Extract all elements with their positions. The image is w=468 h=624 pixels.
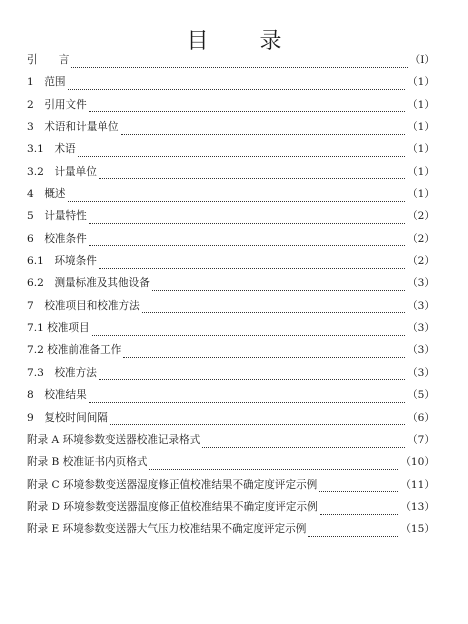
toc-entry-label: 附录 A 环境参数变送器校准记录格式 [27, 433, 201, 446]
toc-entry-page: （2） [407, 232, 435, 245]
toc-leader-dots [68, 81, 406, 90]
toc-entry-page: （13） [400, 500, 435, 513]
toc-entry[interactable] [27, 49, 435, 71]
toc-leader-dots [89, 215, 405, 224]
toc-entry-label: 6 校准条件 [27, 232, 87, 245]
toc-entry-label: 7.3 校准方法 [27, 366, 97, 379]
toc-leader-dots [78, 148, 405, 157]
toc-leader-dots [152, 282, 405, 291]
page-title: 目 录 [186, 29, 304, 54]
toc-entry-page: （15） [400, 523, 435, 536]
toc-entry-page: （3） [407, 277, 435, 290]
toc-entry[interactable] [27, 272, 435, 294]
toc-leader-dots [71, 59, 407, 68]
toc-entry-label: 附录 B 校准证书内页格式 [27, 456, 148, 469]
toc-entry[interactable] [27, 161, 435, 183]
toc-leader-dots [99, 170, 405, 179]
toc-entry-label: 3.2 计量单位 [27, 165, 97, 178]
toc-entry-label: 3.1 术语 [27, 143, 76, 156]
toc-entry[interactable] [27, 317, 435, 339]
toc-entry[interactable] [27, 496, 435, 518]
toc-entry-page: （3） [407, 299, 435, 312]
toc-entry[interactable] [27, 250, 435, 272]
toc-leader-dots [99, 260, 405, 269]
toc-entry-page: （1） [407, 143, 435, 156]
toc-entry-page: （2） [407, 210, 435, 223]
toc-entry-label: 6.2 测量标准及其他设备 [27, 277, 150, 290]
toc-entry[interactable] [27, 295, 435, 317]
toc-entry-label: 附录 E 环境参数变送器大气压力校准结果不确定度评定示例 [27, 523, 307, 536]
toc-entry[interactable] [27, 205, 435, 227]
toc-entry-label: 5 计量特性 [27, 210, 87, 223]
toc-entry-page: （10） [400, 456, 435, 469]
toc-entry-label: 7.2 校准前准备工作 [27, 344, 122, 357]
toc-entry[interactable] [27, 518, 435, 540]
toc-entry-label: 附录 D 环境参数变送器温度修正值校准结果不确定度评定示例 [27, 500, 318, 513]
toc-entry[interactable] [27, 138, 435, 160]
toc-entry-label: 7 校准项目和校准方法 [27, 299, 140, 312]
toc-leader-dots [149, 461, 398, 470]
toc-leader-dots [142, 304, 405, 313]
toc-entry[interactable] [27, 384, 435, 406]
toc-leader-dots [308, 528, 398, 537]
toc-leader-dots [89, 237, 405, 246]
toc-entry-label: 6.1 环境条件 [27, 255, 97, 268]
toc-entry-label: 4 概述 [27, 188, 66, 201]
toc-entry-label: 8 校准结果 [27, 389, 87, 402]
toc-leader-dots [92, 327, 405, 336]
toc-entry-page: （6） [407, 411, 435, 424]
toc-entry-page: （1） [407, 98, 435, 111]
toc-entry-page: （1） [407, 121, 435, 134]
toc-entry[interactable] [27, 116, 435, 138]
toc-leader-dots [99, 371, 405, 380]
toc-leader-dots [121, 126, 406, 135]
toc-entry[interactable] [27, 228, 435, 250]
toc-entry-label: 附录 C 环境参数变送器湿度修正值校准结果不确定度评定示例 [27, 478, 318, 491]
toc-entry-label: 7.1 校准项目 [27, 322, 90, 335]
toc-entry[interactable] [27, 429, 435, 451]
toc-leader-dots [320, 506, 399, 515]
toc-entry-page: （1） [407, 76, 435, 89]
toc-leader-dots [89, 394, 405, 403]
toc-entry-page: （3） [407, 344, 435, 357]
toc-entry-label: 3 术语和计量单位 [27, 121, 119, 134]
toc-entry-page: （3） [407, 322, 435, 335]
toc-entry-label: 2 引用文件 [27, 98, 87, 111]
toc-leader-dots [202, 439, 405, 448]
toc-entry-label: 9 复校时间间隔 [27, 411, 108, 424]
toc-entry-page: （1） [407, 165, 435, 178]
toc-entry[interactable] [27, 451, 435, 473]
toc-leader-dots [319, 483, 398, 492]
toc-entry[interactable] [27, 407, 435, 429]
toc-entry-page: （1） [407, 188, 435, 201]
toc-entry-page: （3） [407, 366, 435, 379]
toc-entry-page: （I） [409, 54, 435, 66]
table-of-contents [27, 49, 435, 541]
toc-entry-page: （7） [407, 433, 435, 446]
toc-leader-dots [123, 349, 405, 358]
toc-entry[interactable] [27, 362, 435, 384]
toc-entry-label: 1 范围 [27, 76, 66, 89]
toc-entry-page: （2） [407, 255, 435, 268]
toc-entry[interactable] [27, 71, 435, 93]
toc-entry[interactable] [27, 94, 435, 116]
toc-entry-page: （5） [407, 389, 435, 402]
toc-leader-dots [110, 416, 405, 425]
toc-leader-dots [68, 193, 406, 202]
toc-entry[interactable] [27, 474, 435, 496]
toc-entry[interactable] [27, 183, 435, 205]
toc-entry[interactable] [27, 339, 435, 361]
toc-entry-label: 引 言 [27, 54, 70, 66]
toc-leader-dots [89, 103, 405, 112]
toc-entry-page: （11） [400, 478, 435, 491]
